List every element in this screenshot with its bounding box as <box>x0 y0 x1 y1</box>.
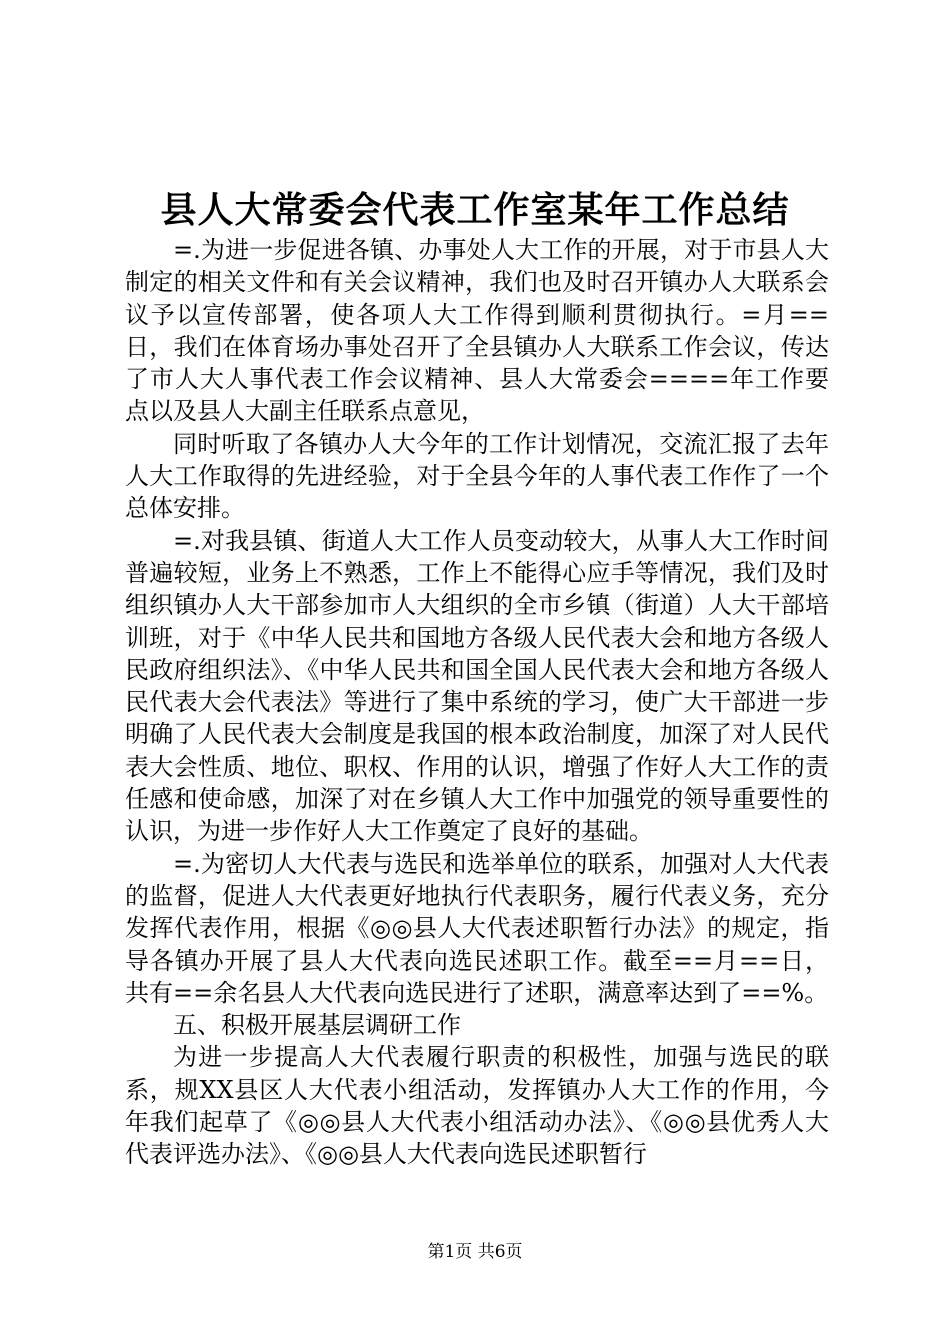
document-title: 县人大常委会代表工作室某年工作总结 <box>160 189 790 231</box>
paragraph-3: =.对我县镇、街道人大工作人员变动较大，从事人大工作时间普遍较短，业务上不熟悉，工作上不能得心应手等情况，我们及时组织镇办人大干部参加市人大组织的全市乡镇（街道）人大干部培训班，对于《中华人民共和国地方各级人民代表大会和地方各级人民政府组织法》、《中华人民共和国全国人民代表大会和地方各级人民代表大会代表法》等进行了集中系统的学习，使广大干部进一步明确了人民代表大会制度是我国的根本政治制度，加深了对人民代表大会性质、地位、职权、作用的认识，增强了作好人大工作的责任感和使命感，加深了对在乡镇人大工作中加强党的领导重要性的认识，为进一步作好人大工作奠定了良好的基础。 <box>125 526 829 846</box>
paragraph-4: =.为密切人大代表与选民和选举单位的联系，加强对人大代表的监督，促进人大代表更好地执行代表职务，履行代表义务，充分发挥代表作用，根据《◎◎县人大代表述职暂行办法》的规定，指导各镇办开展了县人大代表向选民述职工作。截至==月==日，共有==余名县人大代表向选民进行了述职，满意率达到了==%。 <box>125 849 829 1007</box>
paragraph-6: 为进一步提高人大代表履行职责的积极性，加强与选民的联系，规XX县区人大代表小组活动，发挥镇办人大工作的作用，今年我们起草了《◎◎县人大代表小组活动办法》、《◎◎县优秀人大代表评选办法》、《◎◎县人大代表向选民述职暂行 <box>125 1043 829 1169</box>
paragraph-2: 同时听取了各镇办人大今年的工作计划情况，交流汇报了去年人大工作取得的先进经验，对于全县今年的人事代表工作作了一个总体安排。 <box>125 429 829 523</box>
page-number-footer: 第1页 共6页 <box>427 1242 523 1262</box>
section-heading-5: 五、积极开展基层调研工作 <box>173 1011 461 1040</box>
document-body <box>125 234 829 1171</box>
paragraph-1: =.为进一步促进各镇、办事处人大工作的开展，对于市县人大制定的相关文件和有关会议精神，我们也及时召开镇办人大联系会议予以宣传部署，使各项人大工作得到顺利贯彻执行。=月==日，我们在体育场办事处召开了全县镇办人大联系工作会议，传达了市人大人事代表工作会议精神、县人大常委会====年工作要点以及县人大副主任联系点意见， <box>125 236 829 426</box>
